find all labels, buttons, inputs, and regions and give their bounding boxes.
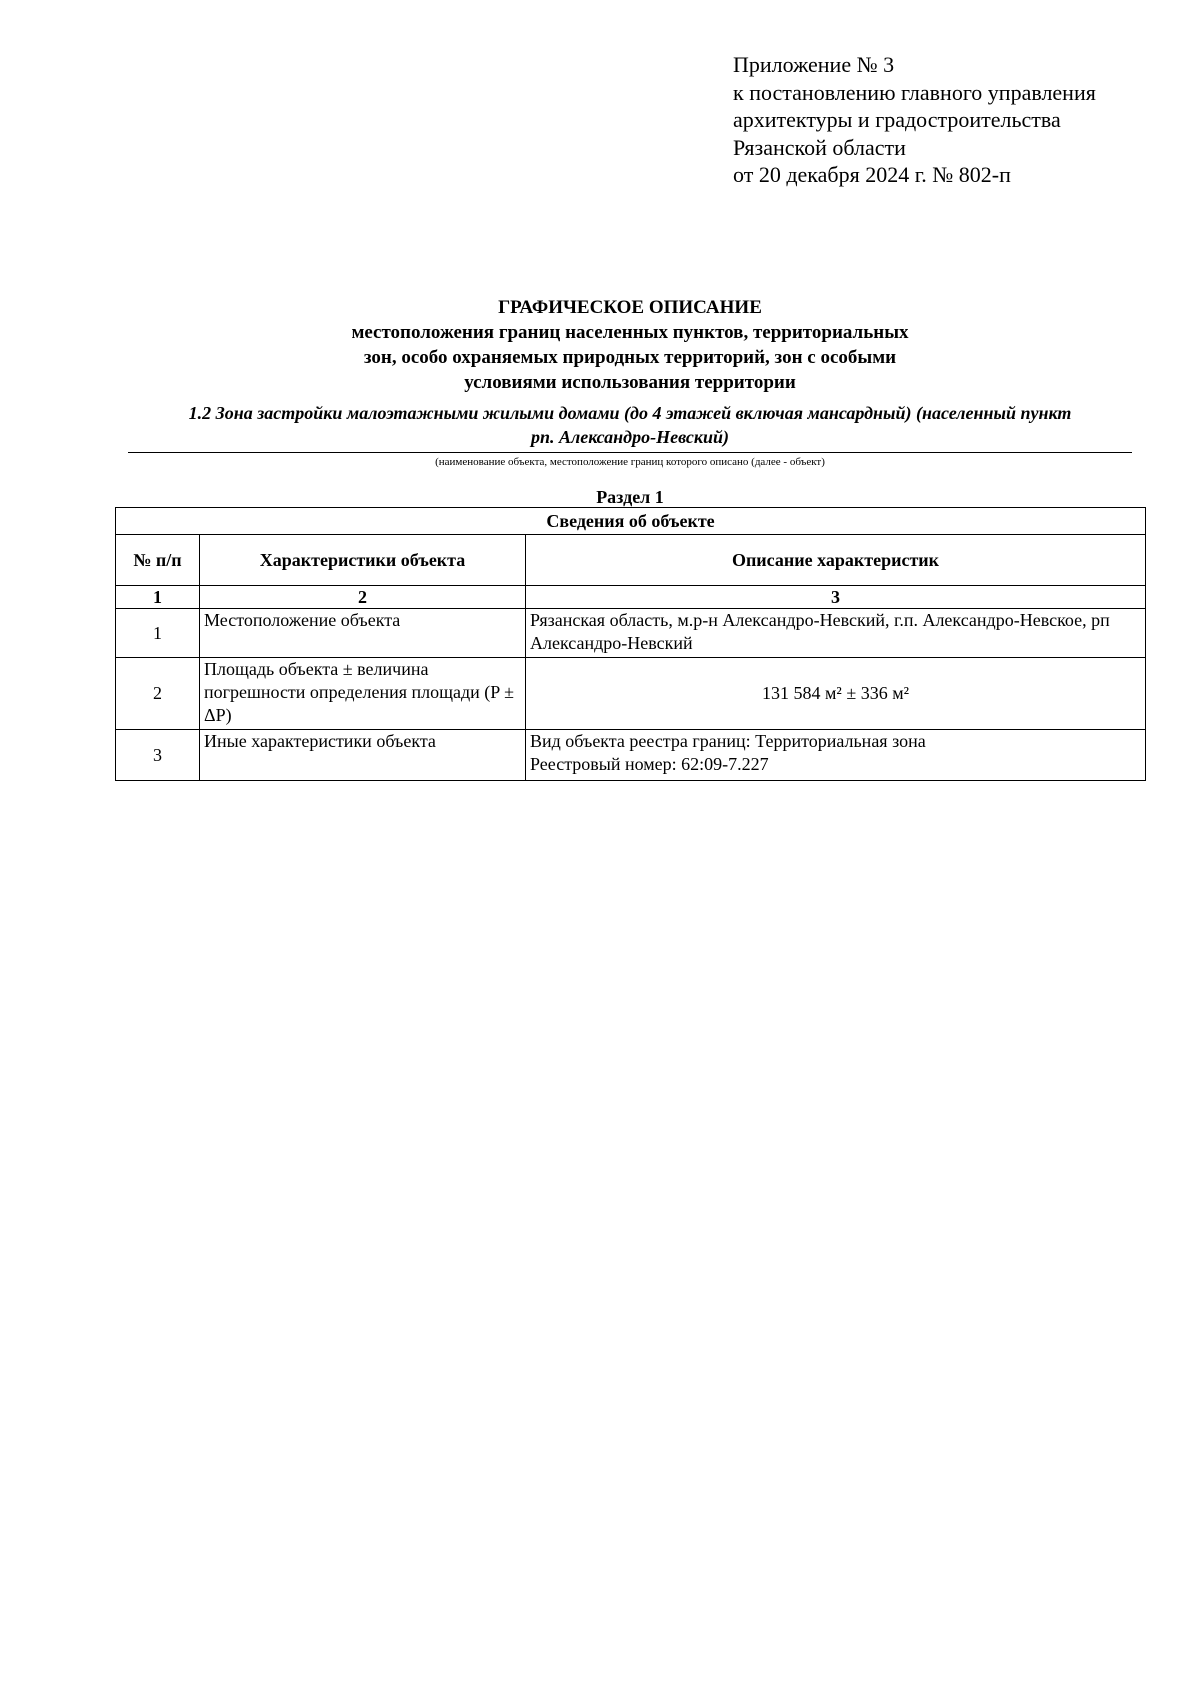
table-caption-row <box>116 508 1146 535</box>
appendix-line: к постановлению главного управления <box>733 79 1096 105</box>
table-row <box>116 609 1146 658</box>
title-line: местоположения границ населенных пунктов, территориальных <box>351 322 909 343</box>
document-title <box>120 295 1140 395</box>
column-number-row <box>116 586 1146 609</box>
row-description <box>526 730 1146 781</box>
row-number: 3 <box>116 730 200 781</box>
appendix-line: от 20 декабря 2024 г. № 802-п <box>733 162 1011 187</box>
object-name-line: рп. Александро-Невский) <box>530 427 730 447</box>
section-heading: Раздел 1 <box>596 487 664 507</box>
table-row <box>116 658 1146 730</box>
row-description-line: Вид объекта реестра границ: Территориальная зона <box>530 731 926 751</box>
table-row <box>116 730 1146 781</box>
appendix-header <box>733 51 1173 189</box>
appendix-line: Рязанской области <box>733 134 906 160</box>
column-header-number: № п/п <box>116 535 200 586</box>
row-description-line: Реестровый номер: 62:09-7.227 <box>530 754 769 774</box>
title-line: зон, особо охраняемых природных территорий, зон с особыми <box>363 347 897 368</box>
table-header-row <box>116 535 1146 586</box>
title-line: условиями использования территории <box>464 372 796 393</box>
appendix-line: Приложение № 3 <box>733 52 895 77</box>
row-description: Рязанская область, м.р-н Александро-Невский, г.п. Александро-Невское, рп Александро-Невский <box>526 609 1146 658</box>
object-info-table <box>115 507 1146 781</box>
column-header-description: Описание характеристик <box>526 535 1146 586</box>
appendix-line: архитектуры и градостроительства <box>733 107 1061 132</box>
object-name-caption: (наименование объекта, местоположение границ которого описано (далее - объект) <box>435 456 825 468</box>
object-name-line: 1.2 Зона застройки малоэтажными жилыми домами (до 4 этажей включая мансардный) (населенный пункт <box>188 403 1072 423</box>
column-number: 2 <box>200 586 526 609</box>
row-number: 2 <box>116 658 200 730</box>
row-description: 131 584 м² ± 336 м² <box>526 658 1146 730</box>
title-main: ГРАФИЧЕСКОЕ ОПИСАНИЕ <box>498 297 762 318</box>
column-number: 1 <box>116 586 200 609</box>
column-header-characteristic: Характеристики объекта <box>200 535 526 586</box>
row-characteristic: Местоположение объекта <box>200 609 526 658</box>
row-characteristic: Площадь объекта ± величина погрешности определения площади (P ± ΔP) <box>200 658 526 730</box>
table-caption: Сведения об объекте <box>116 508 1146 535</box>
column-number: 3 <box>526 586 1146 609</box>
object-name <box>128 401 1132 449</box>
row-number: 1 <box>116 609 200 658</box>
object-name-underline <box>128 452 1132 453</box>
row-characteristic: Иные характеристики объекта <box>200 730 526 781</box>
